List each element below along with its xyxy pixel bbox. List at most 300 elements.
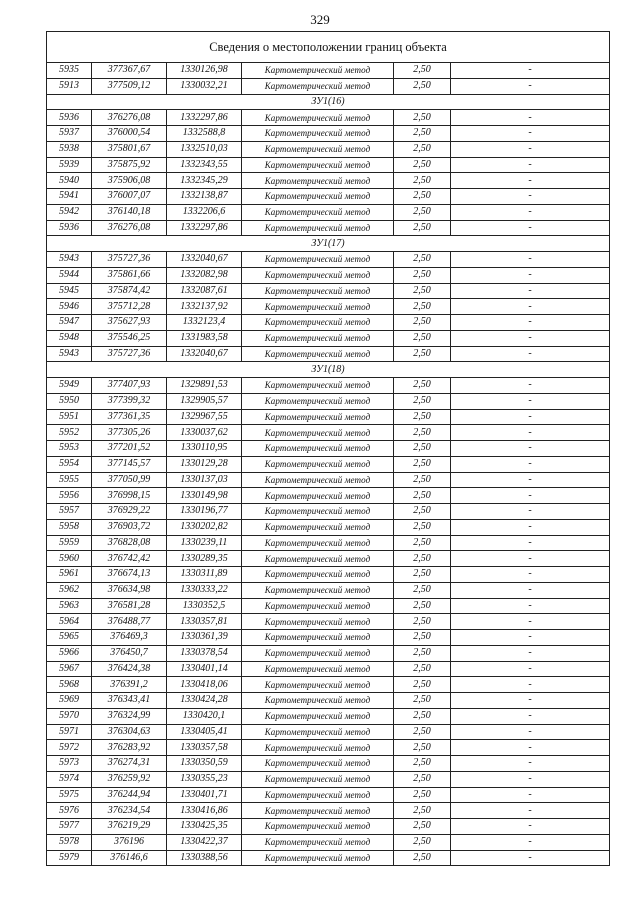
y-coordinate-cell: 1332040,67 <box>167 252 242 268</box>
table-row <box>47 614 610 630</box>
extra-cell: - <box>451 441 610 457</box>
accuracy-cell: 2,50 <box>394 409 451 425</box>
method-cell: Картометрический метод <box>242 850 394 866</box>
x-coordinate-cell: 376276,08 <box>92 110 167 126</box>
extra-cell: - <box>451 708 610 724</box>
accuracy-cell: 2,50 <box>394 252 451 268</box>
accuracy-cell: 2,50 <box>394 63 451 79</box>
accuracy-cell: 2,50 <box>394 535 451 551</box>
method-cell: Картометрический метод <box>242 283 394 299</box>
table-row <box>47 330 610 346</box>
table-row <box>47 315 610 331</box>
accuracy-cell: 2,50 <box>394 472 451 488</box>
table-row <box>47 409 610 425</box>
accuracy-cell: 2,50 <box>394 598 451 614</box>
point-number-cell: 5951 <box>47 409 92 425</box>
y-coordinate-cell: 1332297,86 <box>167 220 242 236</box>
x-coordinate-cell: 376219,29 <box>92 819 167 835</box>
y-coordinate-cell: 1330202,82 <box>167 519 242 535</box>
method-cell: Картометрический метод <box>242 630 394 646</box>
x-coordinate-cell: 376146,6 <box>92 850 167 866</box>
table-row <box>47 787 610 803</box>
method-cell: Картометрический метод <box>242 535 394 551</box>
y-coordinate-cell: 1330333,22 <box>167 582 242 598</box>
y-coordinate-cell: 1330037,62 <box>167 425 242 441</box>
y-coordinate-cell: 1332040,67 <box>167 346 242 362</box>
y-coordinate-cell: 1332123,4 <box>167 315 242 331</box>
method-cell: Картометрический метод <box>242 819 394 835</box>
accuracy-cell: 2,50 <box>394 661 451 677</box>
extra-cell: - <box>451 456 610 472</box>
method-cell: Картометрический метод <box>242 803 394 819</box>
extra-cell: - <box>451 252 610 268</box>
method-cell: Картометрический метод <box>242 267 394 283</box>
x-coordinate-cell: 376929,22 <box>92 504 167 520</box>
point-number-cell: 5972 <box>47 740 92 756</box>
y-coordinate-cell: 1332138,87 <box>167 189 242 205</box>
accuracy-cell: 2,50 <box>394 441 451 457</box>
table-row <box>47 598 610 614</box>
method-cell: Картометрический метод <box>242 456 394 472</box>
accuracy-cell: 2,50 <box>394 378 451 394</box>
table-row <box>47 771 610 787</box>
method-cell: Картометрический метод <box>242 756 394 772</box>
method-cell: Картометрический метод <box>242 299 394 315</box>
point-number-cell: 5937 <box>47 126 92 142</box>
y-coordinate-cell: 1332510,03 <box>167 141 242 157</box>
x-coordinate-cell: 376140,18 <box>92 204 167 220</box>
x-coordinate-cell: 377201,52 <box>92 441 167 457</box>
y-coordinate-cell: 1330378,54 <box>167 645 242 661</box>
extra-cell: - <box>451 78 610 94</box>
x-coordinate-cell: 377145,57 <box>92 456 167 472</box>
x-coordinate-cell: 376259,92 <box>92 771 167 787</box>
x-coordinate-cell: 376424,38 <box>92 661 167 677</box>
extra-cell: - <box>451 567 610 583</box>
accuracy-cell: 2,50 <box>394 346 451 362</box>
method-cell: Картометрический метод <box>242 677 394 693</box>
x-coordinate-cell: 377361,35 <box>92 409 167 425</box>
method-cell: Картометрический метод <box>242 204 394 220</box>
point-number-cell: 5971 <box>47 724 92 740</box>
x-coordinate-cell: 376581,28 <box>92 598 167 614</box>
y-coordinate-cell: 1330355,23 <box>167 771 242 787</box>
x-coordinate-cell: 375801,67 <box>92 141 167 157</box>
point-number-cell: 5955 <box>47 472 92 488</box>
accuracy-cell: 2,50 <box>394 283 451 299</box>
y-coordinate-cell: 1330289,35 <box>167 551 242 567</box>
method-cell: Картометрический метод <box>242 330 394 346</box>
accuracy-cell: 2,50 <box>394 425 451 441</box>
table-title: Сведения о местоположении границ объекта <box>47 32 610 63</box>
y-coordinate-cell: 1332137,92 <box>167 299 242 315</box>
method-cell: Картометрический метод <box>242 472 394 488</box>
point-number-cell: 5945 <box>47 283 92 299</box>
accuracy-cell: 2,50 <box>394 220 451 236</box>
extra-cell: - <box>451 630 610 646</box>
extra-cell: - <box>451 141 610 157</box>
method-cell: Картометрический метод <box>242 189 394 205</box>
section-header-row <box>47 236 610 252</box>
y-coordinate-cell: 1330418,06 <box>167 677 242 693</box>
extra-cell: - <box>451 834 610 850</box>
table-row <box>47 834 610 850</box>
point-number-cell: 5941 <box>47 189 92 205</box>
x-coordinate-cell: 377050,99 <box>92 472 167 488</box>
accuracy-cell: 2,50 <box>394 173 451 189</box>
x-coordinate-cell: 375546,25 <box>92 330 167 346</box>
x-coordinate-cell: 376000,54 <box>92 126 167 142</box>
table-row <box>47 267 610 283</box>
point-number-cell: 5965 <box>47 630 92 646</box>
accuracy-cell: 2,50 <box>394 330 451 346</box>
method-cell: Картометрический метод <box>242 661 394 677</box>
accuracy-cell: 2,50 <box>394 110 451 126</box>
x-coordinate-cell: 376007,07 <box>92 189 167 205</box>
method-cell: Картометрический метод <box>242 252 394 268</box>
accuracy-cell: 2,50 <box>394 645 451 661</box>
x-coordinate-cell: 375712,28 <box>92 299 167 315</box>
point-number-cell: 5956 <box>47 488 92 504</box>
table-row <box>47 252 610 268</box>
method-cell: Картометрический метод <box>242 693 394 709</box>
method-cell: Картометрический метод <box>242 126 394 142</box>
extra-cell: - <box>451 504 610 520</box>
accuracy-cell: 2,50 <box>394 157 451 173</box>
extra-cell: - <box>451 661 610 677</box>
x-coordinate-cell: 377509,12 <box>92 78 167 94</box>
x-coordinate-cell: 376469,3 <box>92 630 167 646</box>
point-number-cell: 5966 <box>47 645 92 661</box>
table-row <box>47 488 610 504</box>
table-row <box>47 283 610 299</box>
x-coordinate-cell: 376674,13 <box>92 567 167 583</box>
table-row <box>47 425 610 441</box>
table-row <box>47 472 610 488</box>
table-row <box>47 504 610 520</box>
table-row <box>47 693 610 709</box>
y-coordinate-cell: 1330420,1 <box>167 708 242 724</box>
extra-cell: - <box>451 110 610 126</box>
y-coordinate-cell: 1330357,81 <box>167 614 242 630</box>
y-coordinate-cell: 1329905,57 <box>167 393 242 409</box>
x-coordinate-cell: 376634,98 <box>92 582 167 598</box>
table-row <box>47 78 610 94</box>
accuracy-cell: 2,50 <box>394 189 451 205</box>
y-coordinate-cell: 1330401,14 <box>167 661 242 677</box>
x-coordinate-cell: 375875,92 <box>92 157 167 173</box>
x-coordinate-cell: 376244,94 <box>92 787 167 803</box>
accuracy-cell: 2,50 <box>394 771 451 787</box>
method-cell: Картометрический метод <box>242 724 394 740</box>
extra-cell: - <box>451 819 610 835</box>
x-coordinate-cell: 375627,93 <box>92 315 167 331</box>
y-coordinate-cell: 1330357,58 <box>167 740 242 756</box>
x-coordinate-cell: 375861,66 <box>92 267 167 283</box>
extra-cell: - <box>451 220 610 236</box>
x-coordinate-cell: 376903,72 <box>92 519 167 535</box>
accuracy-cell: 2,50 <box>394 693 451 709</box>
point-number-cell: 5950 <box>47 393 92 409</box>
table-row <box>47 582 610 598</box>
point-number-cell: 5936 <box>47 220 92 236</box>
y-coordinate-cell: 1332206,6 <box>167 204 242 220</box>
table-row <box>47 819 610 835</box>
y-coordinate-cell: 1330350,59 <box>167 756 242 772</box>
extra-cell: - <box>451 173 610 189</box>
accuracy-cell: 2,50 <box>394 141 451 157</box>
accuracy-cell: 2,50 <box>394 740 451 756</box>
method-cell: Картометрический метод <box>242 409 394 425</box>
x-coordinate-cell: 376391,2 <box>92 677 167 693</box>
x-coordinate-cell: 375906,08 <box>92 173 167 189</box>
extra-cell: - <box>451 126 610 142</box>
table-row <box>47 630 610 646</box>
accuracy-cell: 2,50 <box>394 724 451 740</box>
table-row <box>47 850 610 866</box>
table-row <box>47 567 610 583</box>
y-coordinate-cell: 1329967,55 <box>167 409 242 425</box>
point-number-cell: 5958 <box>47 519 92 535</box>
y-coordinate-cell: 1330388,56 <box>167 850 242 866</box>
y-coordinate-cell: 1332082,98 <box>167 267 242 283</box>
accuracy-cell: 2,50 <box>394 582 451 598</box>
method-cell: Картометрический метод <box>242 110 394 126</box>
accuracy-cell: 2,50 <box>394 850 451 866</box>
y-coordinate-cell: 1332297,86 <box>167 110 242 126</box>
table-row <box>47 299 610 315</box>
point-number-cell: 5954 <box>47 456 92 472</box>
y-coordinate-cell: 1332343,55 <box>167 157 242 173</box>
extra-cell: - <box>451 598 610 614</box>
accuracy-cell: 2,50 <box>394 803 451 819</box>
y-coordinate-cell: 1330422,37 <box>167 834 242 850</box>
x-coordinate-cell: 376234,54 <box>92 803 167 819</box>
page-number: 329 <box>310 12 330 27</box>
point-number-cell: 5943 <box>47 252 92 268</box>
x-coordinate-cell: 376488,77 <box>92 614 167 630</box>
y-coordinate-cell: 1330405,41 <box>167 724 242 740</box>
x-coordinate-cell: 377399,32 <box>92 393 167 409</box>
x-coordinate-cell: 375874,42 <box>92 283 167 299</box>
extra-cell: - <box>451 740 610 756</box>
y-coordinate-cell: 1330311,89 <box>167 567 242 583</box>
extra-cell: - <box>451 283 610 299</box>
accuracy-cell: 2,50 <box>394 630 451 646</box>
extra-cell: - <box>451 204 610 220</box>
x-coordinate-cell: 376304,63 <box>92 724 167 740</box>
point-number-cell: 5939 <box>47 157 92 173</box>
y-coordinate-cell: 1330401,71 <box>167 787 242 803</box>
y-coordinate-cell: 1330196,77 <box>167 504 242 520</box>
accuracy-cell: 2,50 <box>394 126 451 142</box>
y-coordinate-cell: 1330425,35 <box>167 819 242 835</box>
section-header-row <box>47 362 610 378</box>
method-cell: Картометрический метод <box>242 488 394 504</box>
y-coordinate-cell: 1329891,53 <box>167 378 242 394</box>
accuracy-cell: 2,50 <box>394 519 451 535</box>
point-number-cell: 5942 <box>47 204 92 220</box>
accuracy-cell: 2,50 <box>394 834 451 850</box>
table-row <box>47 346 610 362</box>
point-number-cell: 5938 <box>47 141 92 157</box>
extra-cell: - <box>451 551 610 567</box>
x-coordinate-cell: 376274,31 <box>92 756 167 772</box>
method-cell: Картометрический метод <box>242 173 394 189</box>
extra-cell: - <box>451 425 610 441</box>
table-title-row <box>47 32 610 63</box>
method-cell: Картометрический метод <box>242 614 394 630</box>
point-number-cell: 5946 <box>47 299 92 315</box>
method-cell: Картометрический метод <box>242 141 394 157</box>
point-number-cell: 5968 <box>47 677 92 693</box>
x-coordinate-cell: 376450,7 <box>92 645 167 661</box>
table-row <box>47 645 610 661</box>
extra-cell: - <box>451 724 610 740</box>
accuracy-cell: 2,50 <box>394 787 451 803</box>
section-label: ЗУ1(18) <box>47 362 610 378</box>
point-number-cell: 5976 <box>47 803 92 819</box>
extra-cell: - <box>451 189 610 205</box>
extra-cell: - <box>451 677 610 693</box>
method-cell: Картометрический метод <box>242 519 394 535</box>
y-coordinate-cell: 1330032,21 <box>167 78 242 94</box>
point-number-cell: 5973 <box>47 756 92 772</box>
x-coordinate-cell: 376276,08 <box>92 220 167 236</box>
table-row <box>47 220 610 236</box>
accuracy-cell: 2,50 <box>394 551 451 567</box>
method-cell: Картометрический метод <box>242 315 394 331</box>
extra-cell: - <box>451 582 610 598</box>
accuracy-cell: 2,50 <box>394 488 451 504</box>
extra-cell: - <box>451 488 610 504</box>
extra-cell: - <box>451 645 610 661</box>
point-number-cell: 5944 <box>47 267 92 283</box>
method-cell: Картометрический метод <box>242 425 394 441</box>
extra-cell: - <box>451 850 610 866</box>
table-row <box>47 708 610 724</box>
method-cell: Картометрический метод <box>242 504 394 520</box>
extra-cell: - <box>451 535 610 551</box>
x-coordinate-cell: 377305,26 <box>92 425 167 441</box>
extra-cell: - <box>451 693 610 709</box>
accuracy-cell: 2,50 <box>394 456 451 472</box>
extra-cell: - <box>451 393 610 409</box>
table-row <box>47 189 610 205</box>
accuracy-cell: 2,50 <box>394 504 451 520</box>
y-coordinate-cell: 1330110,95 <box>167 441 242 457</box>
point-number-cell: 5969 <box>47 693 92 709</box>
point-number-cell: 5970 <box>47 708 92 724</box>
extra-cell: - <box>451 157 610 173</box>
point-number-cell: 5957 <box>47 504 92 520</box>
method-cell: Картометрический метод <box>242 378 394 394</box>
extra-cell: - <box>451 63 610 79</box>
method-cell: Картометрический метод <box>242 771 394 787</box>
method-cell: Картометрический метод <box>242 551 394 567</box>
y-coordinate-cell: 1330352,5 <box>167 598 242 614</box>
point-number-cell: 5962 <box>47 582 92 598</box>
extra-cell: - <box>451 378 610 394</box>
point-number-cell: 5967 <box>47 661 92 677</box>
y-coordinate-cell: 1330416,86 <box>167 803 242 819</box>
method-cell: Картометрический метод <box>242 708 394 724</box>
point-number-cell: 5963 <box>47 598 92 614</box>
point-number-cell: 5940 <box>47 173 92 189</box>
section-label: ЗУ1(16) <box>47 94 610 110</box>
accuracy-cell: 2,50 <box>394 78 451 94</box>
table-row <box>47 63 610 79</box>
section-label: ЗУ1(17) <box>47 236 610 252</box>
extra-cell: - <box>451 771 610 787</box>
point-number-cell: 5975 <box>47 787 92 803</box>
table-row <box>47 661 610 677</box>
y-coordinate-cell: 1331983,58 <box>167 330 242 346</box>
point-number-cell: 5960 <box>47 551 92 567</box>
table-row <box>47 519 610 535</box>
accuracy-cell: 2,50 <box>394 567 451 583</box>
table-row <box>47 126 610 142</box>
point-number-cell: 5952 <box>47 425 92 441</box>
y-coordinate-cell: 1330126,98 <box>167 63 242 79</box>
point-number-cell: 5961 <box>47 567 92 583</box>
table-row <box>47 535 610 551</box>
extra-cell: - <box>451 803 610 819</box>
accuracy-cell: 2,50 <box>394 614 451 630</box>
accuracy-cell: 2,50 <box>394 299 451 315</box>
table-row <box>47 393 610 409</box>
point-number-cell: 5978 <box>47 834 92 850</box>
accuracy-cell: 2,50 <box>394 267 451 283</box>
point-number-cell: 5913 <box>47 78 92 94</box>
point-number-cell: 5935 <box>47 63 92 79</box>
table-row <box>47 551 610 567</box>
point-number-cell: 5949 <box>47 378 92 394</box>
extra-cell: - <box>451 409 610 425</box>
y-coordinate-cell: 1330239,11 <box>167 535 242 551</box>
extra-cell: - <box>451 330 610 346</box>
point-number-cell: 5979 <box>47 850 92 866</box>
x-coordinate-cell: 376828,08 <box>92 535 167 551</box>
x-coordinate-cell: 376324,99 <box>92 708 167 724</box>
table-row <box>47 740 610 756</box>
table-row <box>47 803 610 819</box>
method-cell: Картометрический метод <box>242 157 394 173</box>
accuracy-cell: 2,50 <box>394 708 451 724</box>
x-coordinate-cell: 376283,92 <box>92 740 167 756</box>
x-coordinate-cell: 376343,41 <box>92 693 167 709</box>
table-row <box>47 441 610 457</box>
extra-cell: - <box>451 519 610 535</box>
x-coordinate-cell: 377407,93 <box>92 378 167 394</box>
table-row <box>47 173 610 189</box>
method-cell: Картометрический метод <box>242 441 394 457</box>
y-coordinate-cell: 1332087,61 <box>167 283 242 299</box>
table-row <box>47 724 610 740</box>
accuracy-cell: 2,50 <box>394 677 451 693</box>
point-number-cell: 5943 <box>47 346 92 362</box>
y-coordinate-cell: 1332588,8 <box>167 126 242 142</box>
extra-cell: - <box>451 787 610 803</box>
method-cell: Картометрический метод <box>242 63 394 79</box>
point-number-cell: 5977 <box>47 819 92 835</box>
extra-cell: - <box>451 472 610 488</box>
method-cell: Картометрический метод <box>242 220 394 236</box>
method-cell: Картометрический метод <box>242 567 394 583</box>
boundary-coordinates-table <box>46 31 610 866</box>
y-coordinate-cell: 1330361,39 <box>167 630 242 646</box>
point-number-cell: 5953 <box>47 441 92 457</box>
